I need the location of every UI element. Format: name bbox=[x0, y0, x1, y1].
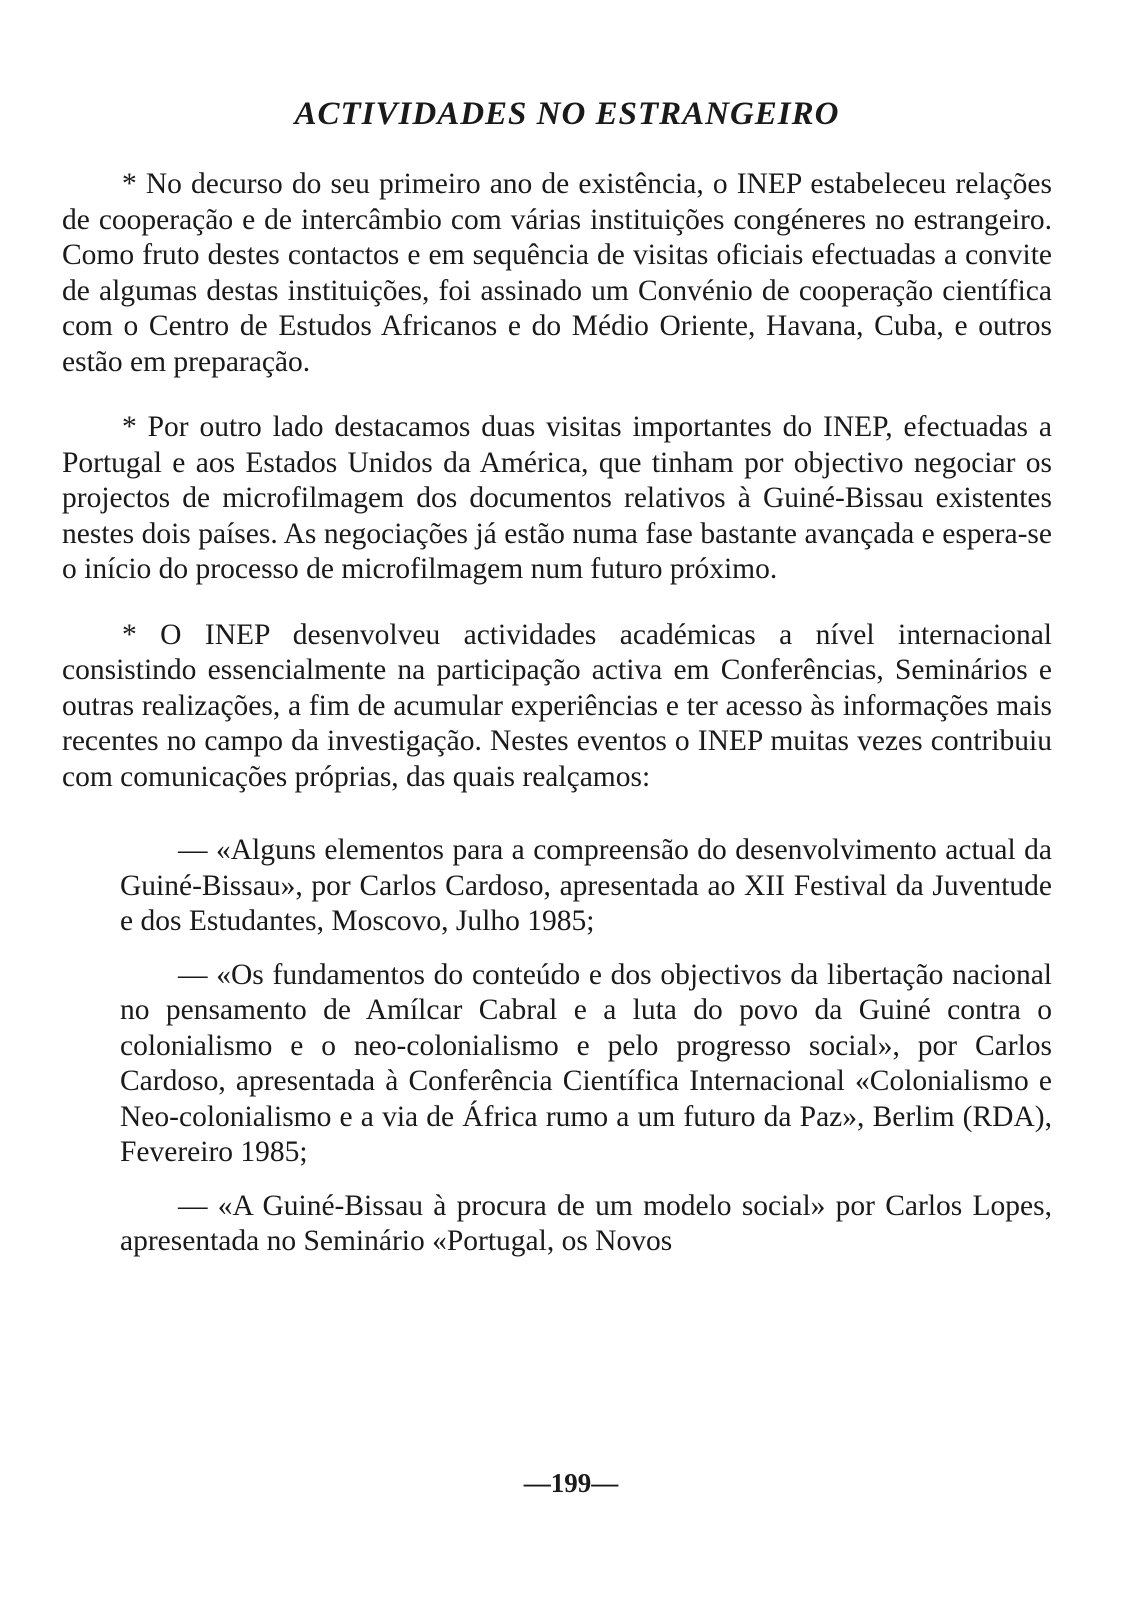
paragraph-academic: * O INEP desenvolveu actividades académicas a nível internacional consistindo essencialmente na participação activa em Conferências, Seminários e outras realizações, a fim de acumular experiências e ter acesso às informações mais recentes no campo da investigação. Nestes eventos o INEP muitas vezes contribuiu com comunicações próprias, das quais realçamos: bbox=[62, 618, 1052, 793]
list-item-communication-1: — «Alguns elementos para a compreensão do desenvolvimento actual da Guiné-Bissau», por Carlos Cardoso, apresentada ao XII Festival da Juventude e dos Estudantes, Moscovo, Julho 1985; bbox=[120, 834, 1052, 937]
page-number: —199— bbox=[523, 1468, 619, 1498]
list-item-communication-2: — «Os fundamentos do conteúdo e dos objectivos da libertação nacional no pensamento de Amílcar Cabral e a luta do povo da Guiné contra o colonialismo e o neo-colonialismo e pelo progresso social», por Carlos Cardoso, apresentada à Conferência Científica Internacional «Colonialismo e Neo-colonialismo e a via de África rumo a um futuro da Paz», Berlim (RDA), Fevereiro 1985; bbox=[120, 958, 1052, 1168]
paragraph-visits: * Por outro lado destacamos duas visitas importantes do INEP, efectuadas a Portugal e aos Estados Unidos da América, que tinham por objectivo negociar os projectos de microfilmagem dos documentos relativos à Guiné-Bissau existentes nestes dois países. As negociações já estão numa fase bastante avançada e espera-se o início do processo de microfilmagem num futuro próximo. bbox=[62, 411, 1052, 585]
paragraph-cooperation: * No decurso do seu primeiro ano de existência, o INEP estabeleceu relações de cooperação e de intercâmbio com várias instituições congéneres no estrangeiro. Como fruto destes contactos e em sequência de visitas oficiais efectuadas a convite de algumas destas instituições, foi assinado um Convénio de cooperação científica com o Centro de Estudos Africanos e do Médio Oriente, Havana, Cuba, e outros estão em preparação. bbox=[62, 168, 1052, 378]
document-page bbox=[62, 96, 1052, 1260]
list-item-communication-3: — «A Guiné-Bissau à procura de um modelo social» por Carlos Lopes, apresentada no Seminário «Portugal, os Novos bbox=[120, 1189, 1052, 1257]
section-heading: ACTIVIDADES NO ESTRANGEIRO bbox=[294, 96, 840, 132]
